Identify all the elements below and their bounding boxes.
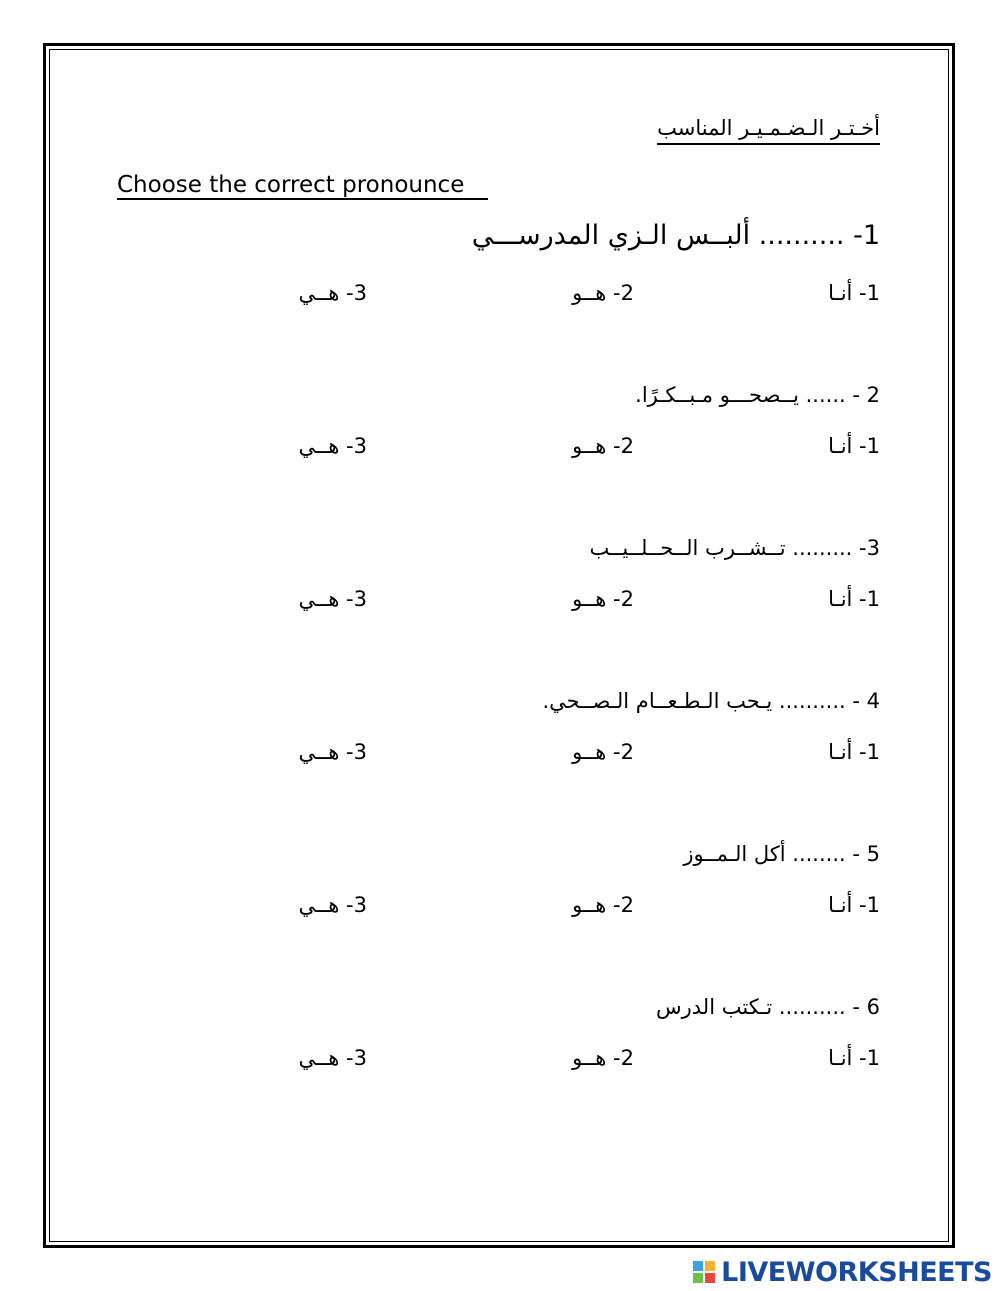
question-1: 1- .......... ألبــس الـزي المدرســـي — [471, 220, 880, 251]
question-3-options — [0, 587, 1000, 617]
q2-option-ana[interactable]: 1- أنـا — [828, 434, 880, 458]
logo-square — [705, 1261, 715, 1271]
question-5-options — [0, 893, 1000, 923]
question-6-options — [0, 1046, 1000, 1076]
q4-option-hiya[interactable]: 3- هــي — [298, 740, 367, 764]
logo-squares-icon — [693, 1261, 715, 1283]
q3-option-hiya[interactable]: 3- هــي — [298, 587, 367, 611]
q6-option-hiya[interactable]: 3- هــي — [298, 1046, 367, 1070]
q3-option-huwa[interactable]: 2- هــو — [572, 587, 634, 611]
logo-square — [693, 1273, 703, 1283]
question-6: 6 - .......... تـكتب الدرس — [656, 995, 880, 1019]
q2-option-huwa[interactable]: 2- هــو — [572, 434, 634, 458]
q5-option-hiya[interactable]: 3- هــي — [298, 893, 367, 917]
q3-option-ana[interactable]: 1- أنـا — [828, 587, 880, 611]
q4-option-ana[interactable]: 1- أنـا — [828, 740, 880, 764]
question-4: 4 - .......... يـحب الـطـعــام الـصــحي. — [542, 689, 880, 713]
question-4-options — [0, 740, 1000, 770]
q5-option-huwa[interactable]: 2- هــو — [572, 893, 634, 917]
logo-square — [705, 1273, 715, 1283]
brand-name: LIVEWORKSHEETS — [721, 1256, 992, 1288]
q1-option-huwa[interactable]: 2- هــو — [572, 281, 634, 305]
q6-option-ana[interactable]: 1- أنـا — [828, 1046, 880, 1070]
q6-option-huwa[interactable]: 2- هــو — [572, 1046, 634, 1070]
title-arabic: أخـتـر الـضـمـيـر المناسب — [657, 116, 880, 145]
logo-square — [693, 1261, 703, 1271]
q2-option-hiya[interactable]: 3- هــي — [298, 434, 367, 458]
liveworksheets-logo — [693, 1255, 992, 1289]
question-1-options — [0, 281, 1000, 311]
q1-option-ana[interactable]: 1- أنـا — [828, 281, 880, 305]
question-2: 2 - ...... يــصحـــو مـبــكـرًا. — [635, 383, 880, 407]
title-english: Choose the correct pronounce — [117, 172, 488, 200]
q5-option-ana[interactable]: 1- أنـا — [828, 893, 880, 917]
question-5: 5 - ........ أكل الـمــوز — [683, 842, 880, 866]
question-3: 3- ......... تــشــرب الــحــلــيــب — [589, 536, 880, 560]
q4-option-huwa[interactable]: 2- هــو — [572, 740, 634, 764]
q1-option-hiya[interactable]: 3- هــي — [298, 281, 367, 305]
question-2-options — [0, 434, 1000, 464]
